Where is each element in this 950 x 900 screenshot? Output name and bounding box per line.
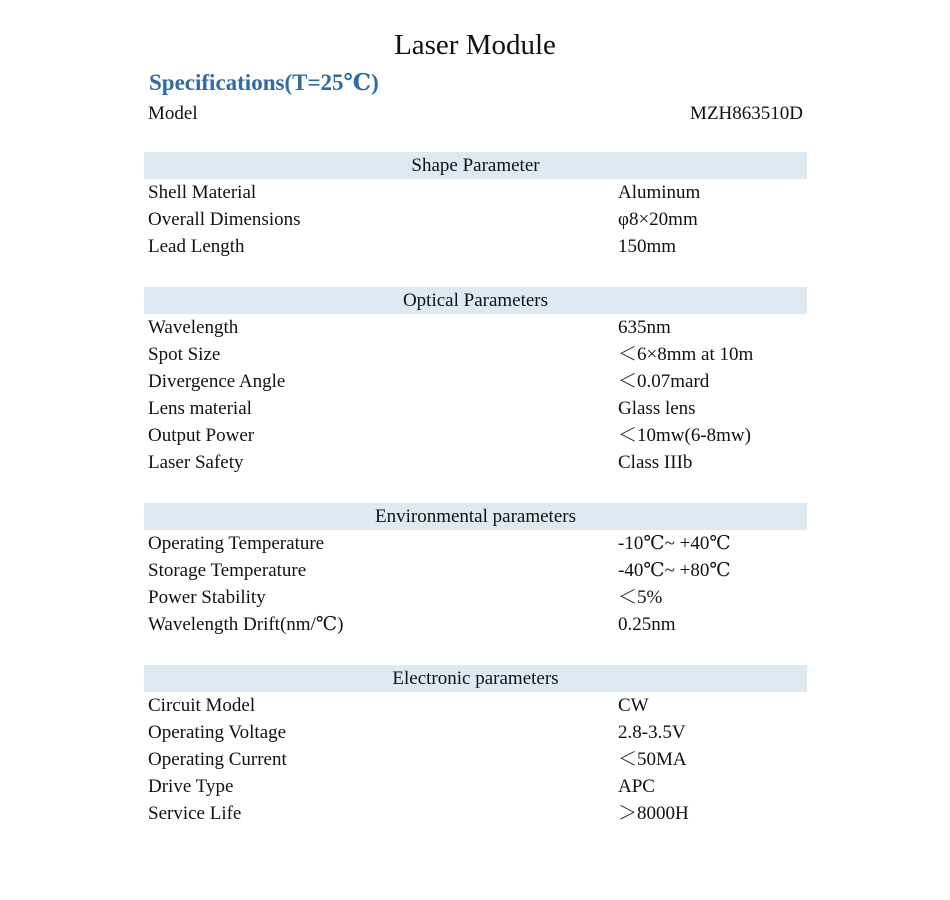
param-row <box>144 719 807 746</box>
param-label: Divergence Angle <box>148 371 286 392</box>
param-value: ＜5% <box>618 587 663 608</box>
section-environmental-parameters <box>144 503 807 638</box>
param-row <box>144 233 807 260</box>
param-row <box>144 341 807 368</box>
param-label: Operating Voltage <box>148 722 287 743</box>
param-label: Spot Size <box>148 344 221 365</box>
param-label: Storage Temperature <box>148 560 307 581</box>
param-label: Shell Material <box>148 182 257 203</box>
param-label: Overall Dimensions <box>148 209 301 230</box>
model-value: MZH863510D <box>690 103 803 124</box>
section-electronic-parameters <box>144 665 807 827</box>
param-value: APC <box>618 776 655 797</box>
param-value: ＞8000H <box>618 803 689 824</box>
param-value: -40℃~ +80℃ <box>618 560 731 581</box>
param-row <box>144 692 807 719</box>
param-label: Lens material <box>148 398 252 419</box>
param-label: Lead Length <box>148 236 245 257</box>
section-optical-parameters <box>144 287 807 476</box>
param-row <box>144 773 807 800</box>
section-header: Environmental parameters <box>144 503 807 530</box>
param-label: Circuit Model <box>148 695 256 716</box>
param-row <box>144 422 807 449</box>
param-value: -10℃~ +40℃ <box>618 533 731 554</box>
model-label: Model <box>148 103 198 124</box>
param-row <box>144 584 807 611</box>
param-value: φ8×20mm <box>618 209 698 230</box>
param-label: Service Life <box>148 803 242 824</box>
param-value: ＜6×8mm at 10m <box>618 344 754 365</box>
param-row <box>144 746 807 773</box>
param-row <box>144 314 807 341</box>
param-row <box>144 179 807 206</box>
param-label: Power Stability <box>148 587 266 608</box>
param-value: Class IIIb <box>618 452 693 473</box>
specifications-heading: Specifications(T=25℃) <box>149 70 379 95</box>
param-value: Glass lens <box>618 398 696 419</box>
section-header: Shape Parameter <box>144 152 807 179</box>
param-row <box>144 395 807 422</box>
section-header: Optical Parameters <box>144 287 807 314</box>
param-row <box>144 557 807 584</box>
param-label: Drive Type <box>148 776 234 797</box>
param-label: Output Power <box>148 425 255 446</box>
param-value: Aluminum <box>618 182 701 203</box>
param-row <box>144 449 807 476</box>
param-value: ＜10mw(6-8mw) <box>618 425 751 446</box>
param-label: Operating Current <box>148 749 287 770</box>
param-value: 2.8-3.5V <box>618 722 686 743</box>
param-row <box>144 206 807 233</box>
param-label: Wavelength <box>148 317 239 338</box>
param-value: ＜50MA <box>618 749 687 770</box>
model-row <box>148 100 803 127</box>
param-value: 150mm <box>618 236 677 257</box>
page-title: Laser Module <box>394 29 556 61</box>
param-value: CW <box>618 695 649 716</box>
param-row <box>144 611 807 638</box>
param-row <box>144 800 807 827</box>
param-label: Operating Temperature <box>148 533 325 554</box>
param-row <box>144 368 807 395</box>
param-row <box>144 530 807 557</box>
param-value: 0.25nm <box>618 614 676 635</box>
param-value: 635nm <box>618 317 671 338</box>
param-value: ＜0.07mard <box>618 371 710 392</box>
section-header: Electronic parameters <box>144 665 807 692</box>
param-label: Laser Safety <box>148 452 244 473</box>
param-label: Wavelength Drift(nm/℃) <box>148 614 344 635</box>
section-shape-parameter <box>144 152 807 260</box>
